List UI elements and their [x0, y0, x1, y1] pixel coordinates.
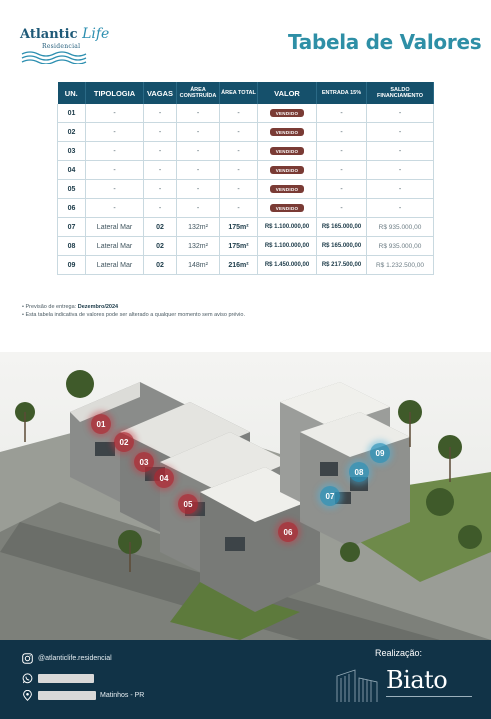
- instagram-handle[interactable]: @atlanticlife.residencial: [38, 655, 112, 662]
- cell-valor: R$ 1.100.000,00: [258, 218, 317, 237]
- cell-vagas: -: [144, 199, 177, 218]
- cell-vagas: 02: [144, 218, 177, 237]
- cell-un: 04: [58, 161, 86, 180]
- delivery-note: • Previsão de entrega: Dezembro/2024: [22, 304, 119, 310]
- table-header-cell: VALOR: [258, 82, 317, 104]
- table-row: [58, 218, 434, 237]
- cell-tipologia: -: [86, 180, 144, 199]
- cell-vagas: -: [144, 104, 177, 123]
- cell-tipologia: Lateral Mar: [86, 256, 144, 275]
- redacted-phone: [38, 674, 94, 683]
- cell-entrada: -: [317, 180, 367, 199]
- cell-un: 08: [58, 237, 86, 256]
- cell-entrada: R$ 165.000,00: [317, 218, 367, 237]
- cell-valor: [258, 142, 317, 161]
- cell-tipologia: Lateral Mar: [86, 237, 144, 256]
- cell-saldo: -: [367, 199, 434, 218]
- cell-tipologia: -: [86, 142, 144, 161]
- instagram-row[interactable]: [22, 653, 112, 664]
- unit-marker-05[interactable]: 05: [178, 494, 198, 514]
- cell-tipologia: -: [86, 104, 144, 123]
- footer: [0, 640, 491, 719]
- whatsapp-row[interactable]: [22, 673, 94, 684]
- cell-saldo: R$ 1.232.500,00: [367, 256, 434, 275]
- cell-area-total: -: [220, 104, 258, 123]
- redacted-address: [38, 691, 96, 700]
- sold-badge: VENDIDO: [270, 166, 305, 174]
- table-row: [58, 256, 434, 275]
- table-row: [58, 123, 434, 142]
- cell-un: 06: [58, 199, 86, 218]
- cell-un: 01: [58, 104, 86, 123]
- cell-valor: [258, 199, 317, 218]
- address-row: [22, 690, 144, 701]
- atlantic-life-logo: [20, 26, 110, 66]
- instagram-icon: [22, 653, 33, 664]
- cell-un: 02: [58, 123, 86, 142]
- cell-area-construida: -: [177, 142, 220, 161]
- table-header-cell: TIPOLOGIA: [86, 82, 144, 104]
- cell-entrada: -: [317, 161, 367, 180]
- cell-vagas: 02: [144, 237, 177, 256]
- table-header-row: [58, 82, 434, 104]
- unit-marker-06[interactable]: 06: [278, 522, 298, 542]
- sold-badge: VENDIDO: [270, 128, 305, 136]
- cell-entrada: R$ 217.500,00: [317, 256, 367, 275]
- unit-marker-02[interactable]: 02: [114, 432, 134, 452]
- table-header-cell: VAGAS: [144, 82, 177, 104]
- table-header-cell: ENTRADA 15%: [317, 82, 367, 104]
- cell-tipologia: Lateral Mar: [86, 218, 144, 237]
- cell-un: 07: [58, 218, 86, 237]
- table-header-cell: ÁREA TOTAL: [220, 82, 258, 104]
- cell-saldo: -: [367, 161, 434, 180]
- sold-badge: VENDIDO: [270, 109, 305, 117]
- unit-marker-03[interactable]: 03: [134, 452, 154, 472]
- disclaimer-note: • Esta tabela indicativa de valores pode ser alterado a qualquer momento sem aviso prévio.: [22, 312, 245, 318]
- table-row: [58, 161, 434, 180]
- building-render-image: [0, 352, 491, 640]
- cell-tipologia: -: [86, 123, 144, 142]
- cell-area-total: -: [220, 180, 258, 199]
- cell-saldo: -: [367, 142, 434, 161]
- table-header-cell: UN.: [58, 82, 86, 104]
- cell-area-total: 216m²: [220, 256, 258, 275]
- table-header-cell: ÁREA CONSTRUÍDA: [177, 82, 220, 104]
- logo-subtitle: Residencial: [42, 43, 81, 50]
- cell-un: 05: [58, 180, 86, 199]
- cell-un: 03: [58, 142, 86, 161]
- unit-marker-01[interactable]: 01: [91, 414, 111, 434]
- biato-brand: Biato: [386, 666, 448, 694]
- cell-valor: [258, 104, 317, 123]
- cell-valor: [258, 180, 317, 199]
- realizacao-label: Realização:: [375, 648, 423, 658]
- sold-badge: VENDIDO: [270, 185, 305, 193]
- cell-area-construida: 132m²: [177, 218, 220, 237]
- cell-entrada: -: [317, 199, 367, 218]
- cell-area-total: -: [220, 123, 258, 142]
- brand-underline: [386, 696, 472, 697]
- unit-marker-07[interactable]: 07: [320, 486, 340, 506]
- cell-saldo: -: [367, 180, 434, 199]
- cell-area-construida: -: [177, 104, 220, 123]
- cell-area-total: -: [220, 161, 258, 180]
- cell-area-construida: 132m²: [177, 237, 220, 256]
- cell-saldo: R$ 935.000,00: [367, 237, 434, 256]
- unit-marker-09[interactable]: 09: [370, 443, 390, 463]
- table-row: [58, 180, 434, 199]
- unit-marker-08[interactable]: 08: [349, 462, 369, 482]
- whatsapp-icon: [22, 673, 33, 684]
- cell-area-construida: -: [177, 199, 220, 218]
- sold-badge: VENDIDO: [270, 147, 305, 155]
- cell-saldo: -: [367, 123, 434, 142]
- sold-badge: VENDIDO: [270, 204, 305, 212]
- unit-marker-04[interactable]: 04: [154, 468, 174, 488]
- cell-valor: [258, 161, 317, 180]
- page-title: Tabela de Valores: [288, 30, 482, 54]
- cell-entrada: -: [317, 142, 367, 161]
- cell-un: 09: [58, 256, 86, 275]
- cell-saldo: -: [367, 104, 434, 123]
- cell-area-total: -: [220, 199, 258, 218]
- notes: [22, 303, 245, 319]
- cell-area-construida: -: [177, 123, 220, 142]
- cell-area-total: 175m²: [220, 218, 258, 237]
- cell-valor: [258, 123, 317, 142]
- cell-entrada: R$ 165.000,00: [317, 237, 367, 256]
- cell-tipologia: -: [86, 161, 144, 180]
- cell-saldo: R$ 935.000,00: [367, 218, 434, 237]
- cell-area-construida: -: [177, 180, 220, 199]
- table-row: [58, 237, 434, 256]
- cell-vagas: 02: [144, 256, 177, 275]
- wave-logo-icon: [20, 50, 90, 64]
- cell-entrada: -: [317, 123, 367, 142]
- cell-vagas: -: [144, 142, 177, 161]
- cell-area-construida: -: [177, 161, 220, 180]
- table-row: [58, 199, 434, 218]
- price-table: [57, 82, 434, 275]
- table-row: [58, 104, 434, 123]
- table-header-cell: SALDO FINANCIAMENTO: [367, 82, 434, 104]
- cell-entrada: -: [317, 104, 367, 123]
- cell-vagas: -: [144, 123, 177, 142]
- cell-valor: R$ 1.100.000,00: [258, 237, 317, 256]
- address-city: Matinhos - PR: [100, 692, 145, 699]
- cell-vagas: -: [144, 180, 177, 199]
- cell-area-construida: 148m²: [177, 256, 220, 275]
- cell-area-total: -: [220, 142, 258, 161]
- table-row: [58, 142, 434, 161]
- biato-logo-icon: [333, 664, 381, 704]
- logo-name: Atlantic Life: [20, 26, 110, 42]
- cell-valor: R$ 1.450.000,00: [258, 256, 317, 275]
- cell-vagas: -: [144, 161, 177, 180]
- cell-tipologia: -: [86, 199, 144, 218]
- cell-area-total: 175m²: [220, 237, 258, 256]
- location-pin-icon: [22, 690, 33, 701]
